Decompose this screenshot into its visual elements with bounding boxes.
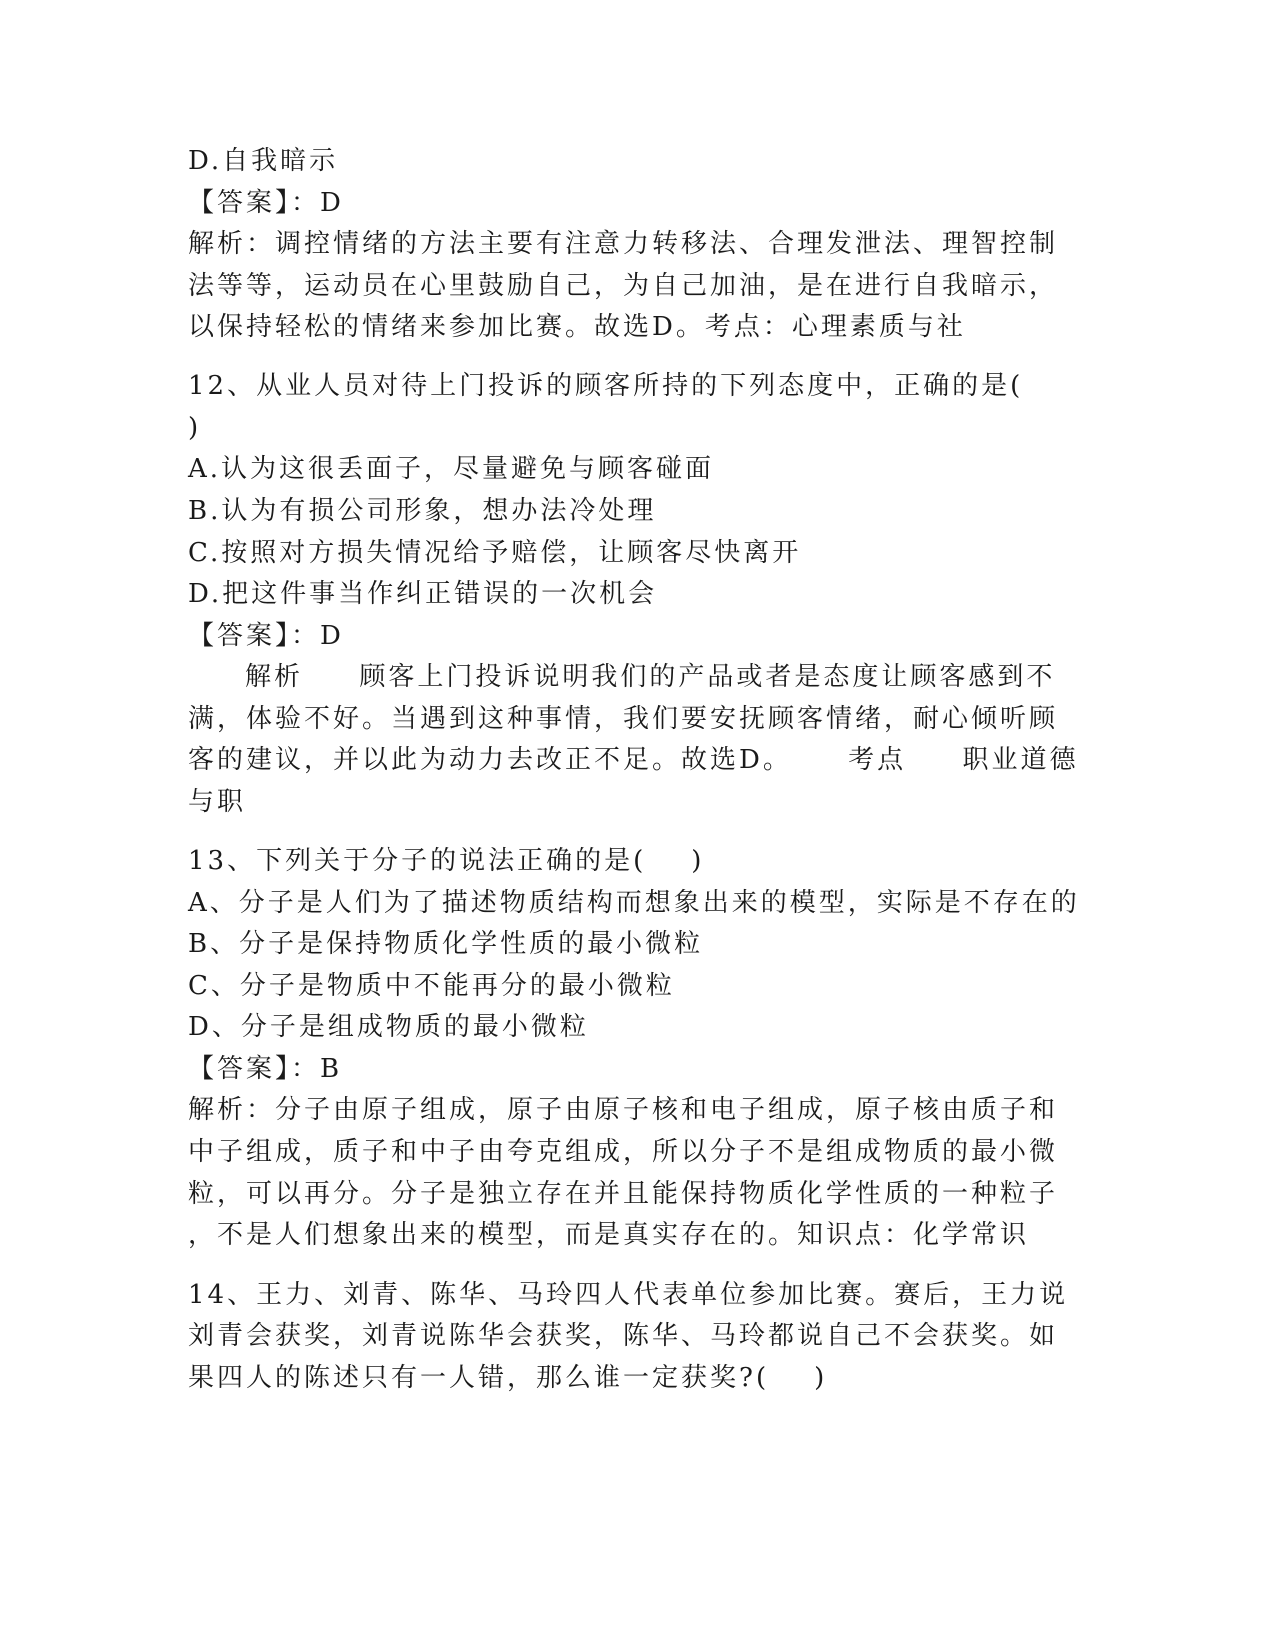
q12-analysis-line-1: 解析 顾客上门投诉说明我们的产品或者是态度让顾客感到不	[245, 662, 1056, 692]
q12-option-b: B.认为有损公司形象，想办法冷处理	[188, 496, 657, 526]
q12-analysis-line-3: 客的建议，并以此为动力去改正不足。故选D。 考点 职业道德	[188, 745, 1079, 775]
q11-analysis-line-3: 以保持轻松的情绪来参加比赛。故选D。考点：心理素质与社	[188, 312, 966, 342]
q13-analysis-line-2: 中子组成，质子和中子由夸克组成，所以分子不是组成物质的最小微	[188, 1137, 1059, 1167]
q13-analysis-line-3: 粒，可以再分。分子是独立存在并且能保持物质化学性质的一种粒子	[188, 1179, 1059, 1209]
q12-analysis-line-4: 与职	[188, 787, 247, 817]
q13-option-c: C、分子是物质中不能再分的最小微粒	[188, 971, 675, 1001]
q13-option-b: B、分子是保持物质化学性质的最小微粒	[188, 929, 704, 959]
q13-answer: 【答案】：B	[188, 1054, 343, 1084]
q13-stem: 13、下列关于分子的说法正确的是( )	[188, 846, 705, 876]
q14-stem-line-3: 果四人的陈述只有一人错，那么谁一定获奖?( )	[188, 1363, 828, 1393]
q12-option-d: D.把这件事当作纠正错误的一次机会	[188, 579, 658, 609]
q13-option-a: A、分子是人们为了描述物质结构而想象出来的模型，实际是不存在的	[188, 888, 1080, 918]
q12-stem-line-1: 12、从业人员对待上门投诉的顾客所持的下列态度中，正确的是(	[188, 371, 1024, 401]
q12-analysis-line-2: 满，体验不好。当遇到这种事情，我们要安抚顾客情绪，耐心倾听顾	[188, 704, 1059, 734]
q13-analysis-line-1: 解析：分子由原子组成，原子由原子核和电子组成，原子核由质子和	[188, 1095, 1059, 1125]
q13-analysis-line-4: ，不是人们想象出来的模型，而是真实存在的。知识点：化学常识	[188, 1220, 1030, 1250]
q14-stem-line-2: 刘青会获奖，刘青说陈华会获奖，陈华、马玲都说自己不会获奖。如	[188, 1321, 1059, 1351]
q11-option-d: D.自我暗示	[188, 146, 339, 176]
q13-option-d: D、分子是组成物质的最小微粒	[188, 1012, 589, 1042]
q12-stem-line-2: )	[188, 413, 202, 443]
q12-answer: 【答案】：D	[188, 621, 344, 651]
q11-analysis-line-2: 法等等，运动员在心里鼓励自己，为自己加油，是在进行自我暗示，	[188, 271, 1059, 301]
q11-analysis-line-1: 解析：调控情绪的方法主要有注意力转移法、合理发泄法、理智控制	[188, 229, 1059, 259]
q12-option-c: C.按照对方损失情况给予赔偿，让顾客尽快离开	[188, 538, 802, 568]
q14-stem-line-1: 14、王力、刘青、陈华、马玲四人代表单位参加比赛。赛后，王力说	[188, 1280, 1069, 1310]
q12-option-a: A.认为这很丢面子，尽量避免与顾客碰面	[188, 454, 715, 484]
q11-answer: 【答案】：D	[188, 188, 344, 218]
